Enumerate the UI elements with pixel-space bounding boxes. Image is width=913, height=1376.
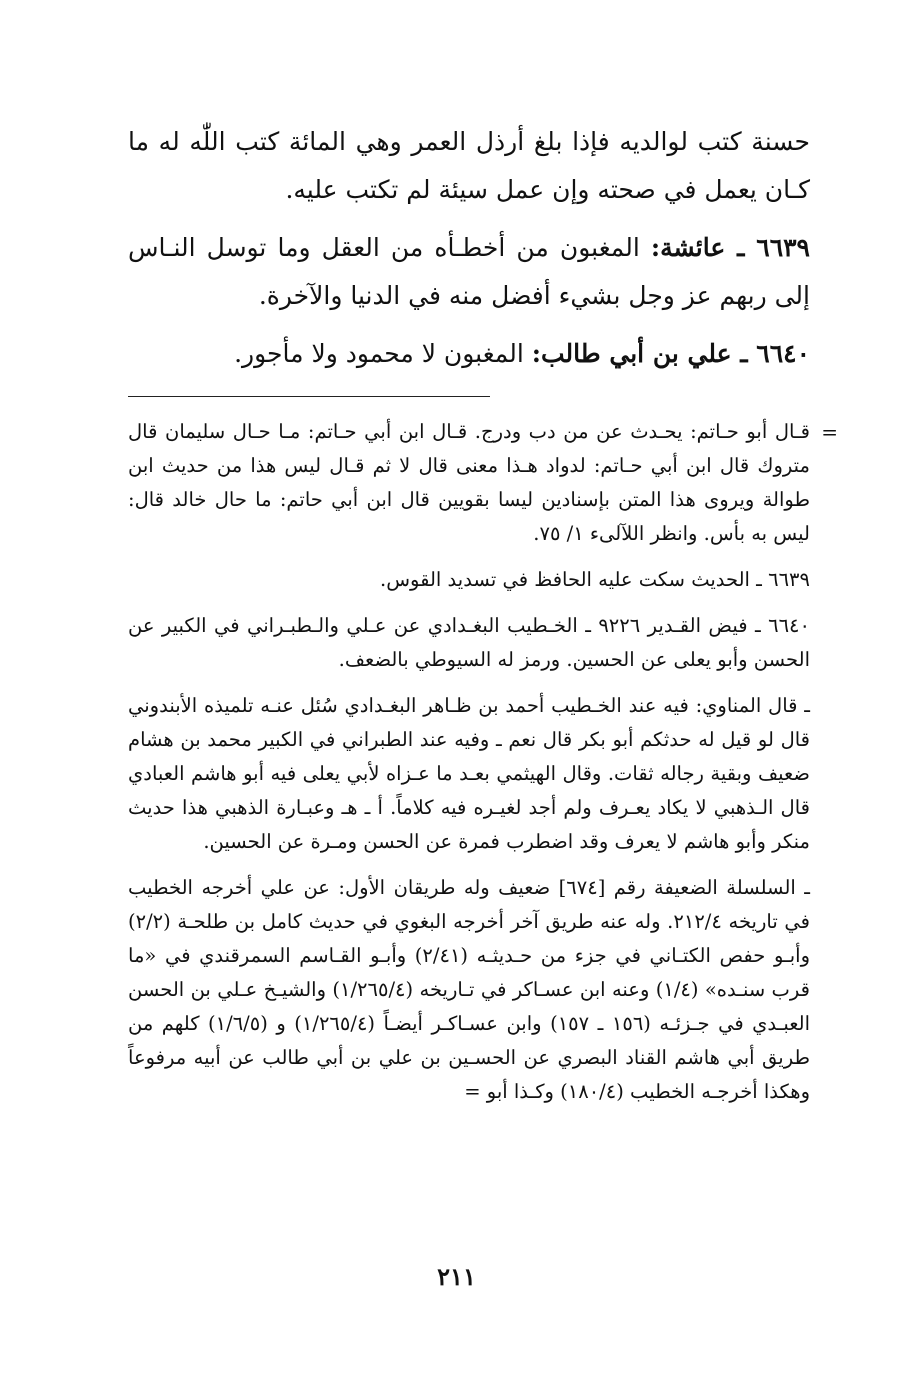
- entry-heading: ٦٦٣٩ ـ عائشة:: [650, 233, 810, 262]
- hadith-entry-6640: [128, 330, 810, 378]
- page-number: ٢١١: [437, 1262, 476, 1291]
- footnote-paragraph: ٦٦٤٠ ـ فيض القـدير ٩٢٢٦ ـ الخـطيب البغـدادي عن عـلي والـطبـراني في الكبير عن الحسن وأبو يعلى عن الحسين. ورمز له السيوطي بالضعف.: [128, 614, 810, 671]
- footnote-paragraph: ٦٦٣٩ ـ الحديث سكت عليه الحافظ في تسديد القوس.: [380, 568, 810, 591]
- page-body: [128, 118, 838, 1109]
- footnote-separator: [128, 396, 490, 397]
- footnote-paragraph: ـ قال المناوي: فيه عند الخـطيب أحمد بن ظـاهر البغـدادي سُئل عنـه تلميذه الأبندوني قال لو قيل له حدثكم أبو بكر قال نعم ـ وفيه عند الطبراني في الكبير محمد بن هشام ضعيف وبقية رجاله ثقات. وقال الهيثمي بعـد ما عـزاه لأبي يعلى فيه أبو هاشم العبادي قال الـذهبي لا يكاد يعـرف ولم أجد لغيـره فيه كلاماً. أ ـ هـ وعبـارة الذهبي هذا حديث منكر وأبو هاشم لا يعرف وقد اضطرب فمرة عن الحسن ومـرة عن الحسين.: [128, 694, 810, 853]
- hadith-entry-6639: [128, 224, 810, 320]
- footnote-paragraph: قـال أبو حـاتم: يحـدث عن من دب ودرج. قـال ابن أبي حـاتم: مـا حـال سليمان قال متروك قال ابن أبي حـاتم: لدواد هـذا معنى قال لا ثم قـال ليس هذا من حديث ابن طوالة ويروى هذا المتن بإسنادين ليسا بقويين قال ابن أبي حاتم: ما حال خالد قال: ليس به بأس. وانظر اللآلىء ١/ ٧٥.: [128, 420, 810, 545]
- continuation-text: حسنة كتب لوالديه فإذا بلغ أرذل العمر وهي المائة كتب اللّٰه له ما كـان يعمل في صحته وإن عمل سيئة لم تكتب عليه.: [128, 127, 810, 204]
- entry-text: المغبون من أخطـأه من العقل وما توسل النـاس إلى ربهم عز وجل بشيء أفضل منه في الدنيا والآخرة.: [128, 233, 810, 310]
- footnote-continuation-mark: =: [821, 420, 838, 444]
- footnotes-section: [128, 415, 838, 1109]
- entry-text: المغبون لا محمود ولا مأجور.: [234, 339, 524, 368]
- footnote-paragraph: ـ السلسلة الضعيفة رقم [٦٧٤] ضعيف وله طريقان الأول: عن علي أخرجه الخطيب في تاريخه ٢١٢/٤. وله عنه طريق آخر أخرجه البغوي في حديث كامل بن طلحـة (٢/٢) وأبـو حفص الكتـاني في جزء من حـديثـه (٢/٤١) وأبـو القـاسم السمرقندي في «ما قرب سنـده» (١/٤) وعنه ابن عسـاكر في تـاريخه (١/٢٦٥/٤) والشيـخ عـلي بن الحسن العبـدي في جـزئـه (١٥٦ ـ ١٥٧) وابن عسـاكـر أيضـاً (١/٢٦٥/٤) و (١/٦/٥) كلهم من طريق أبي هاشم القناد البصري عن الحسـين بن علي بن أبي طالب عن أبيه مرفوعاً وهكذا أخرجـه الخطيب (١٨٠/٤) وكـذا أبو =: [128, 876, 811, 1103]
- main-text-continuation: [128, 118, 810, 214]
- entry-heading: ٦٦٤٠ ـ علي بن أبي طالب:: [531, 339, 810, 368]
